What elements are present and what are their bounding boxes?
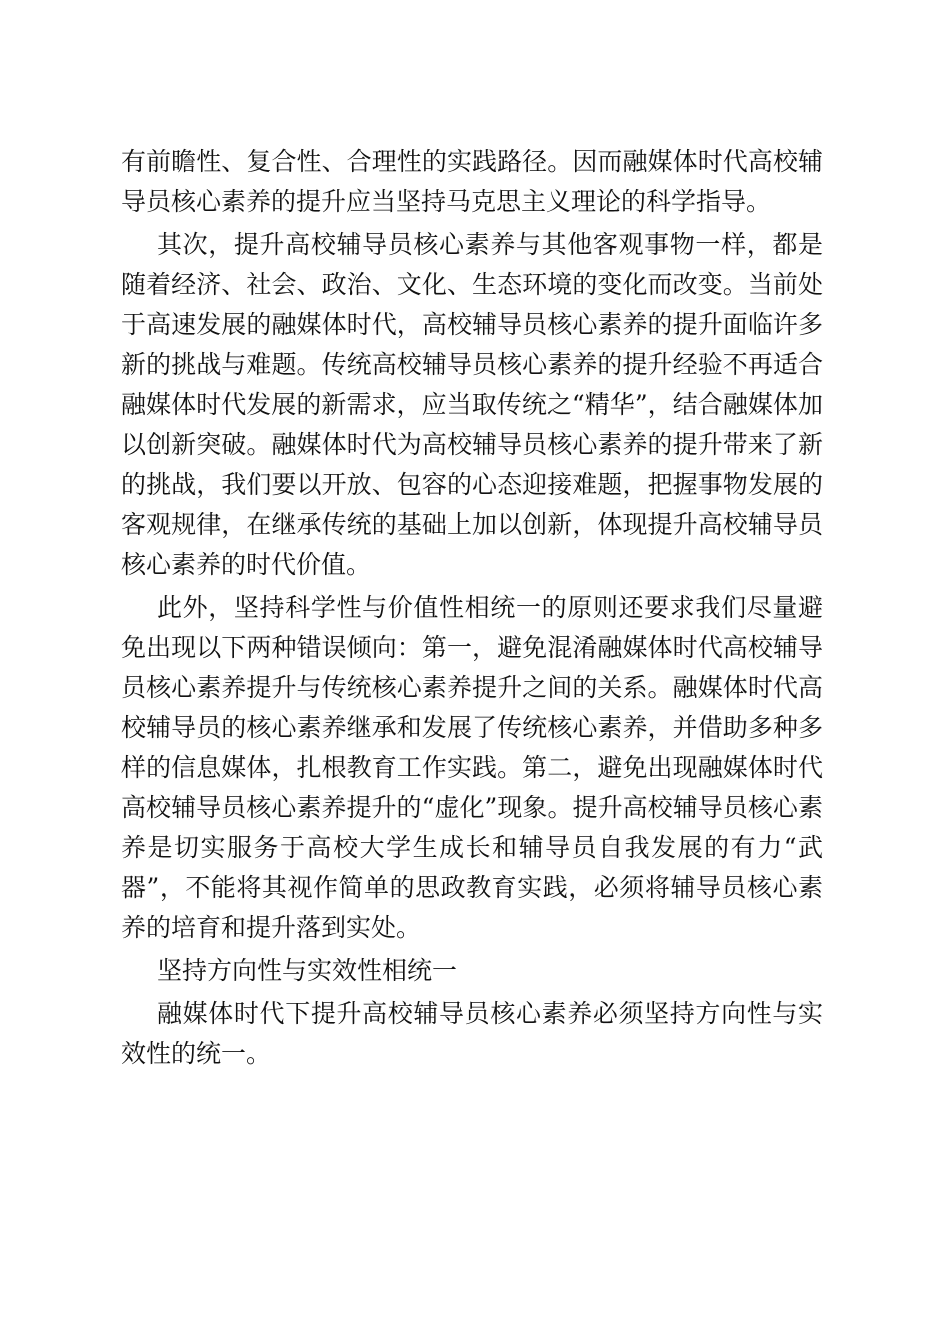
paragraph-secondly: 其次，提升高校辅导员核心素养与其他客观事物一样，都是随着经济、社会、政治、文化、生态环境的变化而改变。当前处于高速发展的融媒体时代，高校辅导员核心素养的提升面临许多新的挑战与难题。传统高校辅导员核心素养的提升经验不再适合融媒体时代发展的新需求，应当取传统之“精华”，结合融媒体加以创新突破。融媒体时代为高校辅导员核心素养的提升带来了新的挑战，我们要以开放、包容的心态迎接难题，把握事物发展的客观规律，在继承传统的基础上加以创新，体现提升高校辅导员核心素养的时代价值。: [121, 230, 823, 579]
paragraph-closing: 融媒体时代下提升高校辅导员核心素养必须坚持方向性与实效性的统一。: [121, 999, 823, 1068]
paragraph-furthermore: 此外，坚持科学性与价值性相统一的原则还要求我们尽量避免出现以下两种错误倾向：第一，避免混淆融媒体时代高校辅导员核心素养提升与传统核心素养提升之间的关系。融媒体时代高校辅导员的核心素养继承和发展了传统核心素养，并借助多种多样的信息媒体，扎根教育工作实践。第二，避免出现融媒体时代高校辅导员核心素养提升的“虚化”现象。提升高校辅导员核心素养是切实服务于高校大学生成长和辅导员自我发展的有力“武器”，不能将其视作简单的思政教育实践，必须将辅导员核心素养的培育和提升落到实处。: [121, 593, 823, 942]
document-body: [121, 142, 823, 1077]
paragraph-continued: 有前瞻性、复合性、合理性的实践路径。因而融媒体时代高校辅导员核心素养的提升应当坚持马克思主义理论的科学指导。: [121, 147, 823, 216]
section-heading: 坚持方向性与实效性相统一: [157, 956, 458, 985]
